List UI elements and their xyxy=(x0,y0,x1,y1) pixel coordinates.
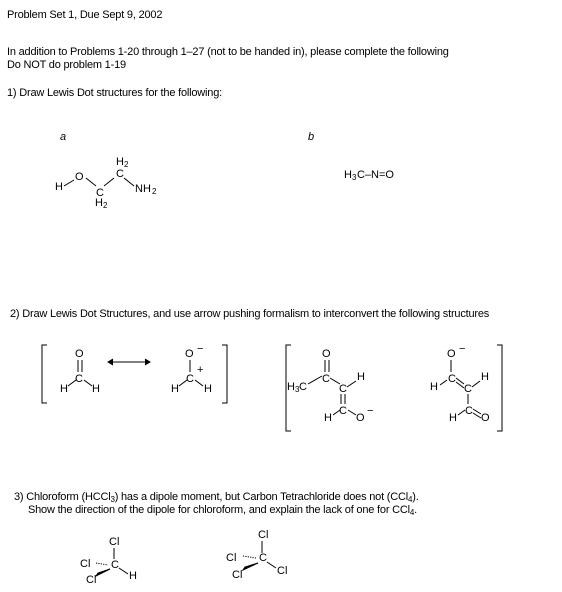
svg-text:C: C xyxy=(339,405,347,417)
page-title: Problem Set 1, Due Sept 9, 2002 xyxy=(7,9,163,21)
svg-text:O: O xyxy=(75,348,84,360)
svg-text:−: − xyxy=(367,405,374,417)
svg-text:C: C xyxy=(116,168,124,180)
svg-text:C–N=O: C–N=O xyxy=(357,169,394,181)
svg-text:H: H xyxy=(481,371,489,383)
svg-text:H: H xyxy=(344,169,352,181)
svg-text:C: C xyxy=(465,405,473,417)
svg-text:3: 3 xyxy=(295,385,300,394)
svg-text:C: C xyxy=(448,373,456,385)
svg-text:C: C xyxy=(339,383,347,395)
structure-formaldehyde-resonance xyxy=(171,343,212,395)
svg-text:H: H xyxy=(60,383,68,395)
svg-text:2: 2 xyxy=(124,160,129,169)
structure-chloroform xyxy=(80,536,137,586)
svg-text:Cl: Cl xyxy=(226,552,237,564)
svg-text:+: + xyxy=(197,364,204,376)
svg-text:Cl: Cl xyxy=(109,536,120,548)
svg-text:H: H xyxy=(357,371,365,383)
svg-text:C: C xyxy=(75,373,83,385)
svg-text:H: H xyxy=(92,383,100,395)
svg-text:H: H xyxy=(324,412,332,424)
structure-enolate-resonance xyxy=(430,343,490,424)
svg-text:C: C xyxy=(186,373,194,385)
structure-nitrosomethane xyxy=(344,169,394,182)
svg-text:C: C xyxy=(464,383,472,395)
svg-text:H: H xyxy=(204,383,212,395)
svg-text:2: 2 xyxy=(103,201,108,210)
resonance-arrow xyxy=(108,359,150,365)
question-3-line-2: Show the direction of the dipole for chloroform, and explain the lack of one for CCl$_4$. xyxy=(28,504,417,517)
question-3-line-1: 3) Chloroform (HCCl$_3$) has a dipole moment, but Carbon Tetrachloride does not (CCl$_4$). xyxy=(14,491,419,504)
svg-text:O: O xyxy=(185,348,194,360)
svg-text:C: C xyxy=(299,381,307,393)
svg-text:Cl: Cl xyxy=(258,529,269,541)
svg-text:H: H xyxy=(116,156,124,168)
svg-text:C: C xyxy=(259,552,267,564)
svg-text:−: − xyxy=(459,343,466,355)
svg-text:C: C xyxy=(322,373,330,385)
svg-text:NH: NH xyxy=(135,183,151,195)
svg-text:H: H xyxy=(449,412,457,424)
label-a: a xyxy=(60,131,66,143)
svg-text:H: H xyxy=(171,383,179,395)
svg-text:Cl: Cl xyxy=(80,558,91,570)
svg-text:−: − xyxy=(197,343,204,355)
intro-line-1: In addition to Problems 1-20 through 1–27 (not to be handed in), please complete the following xyxy=(7,46,449,58)
intro-line-2: Do NOT do problem 1-19 xyxy=(7,59,126,71)
label-b: b xyxy=(308,131,314,143)
svg-text:H: H xyxy=(55,181,63,193)
svg-text:H: H xyxy=(287,381,295,393)
svg-text:H: H xyxy=(129,570,137,582)
svg-text:C: C xyxy=(96,187,104,199)
svg-text:Cl: Cl xyxy=(232,569,243,581)
svg-text:3: 3 xyxy=(352,173,357,182)
structure-enolate xyxy=(287,348,373,424)
svg-text:O: O xyxy=(356,412,365,424)
svg-text:Cl: Cl xyxy=(86,574,97,586)
structure-formaldehyde xyxy=(60,348,100,395)
svg-text:O: O xyxy=(447,348,456,360)
structure-carbon-tetrachloride xyxy=(226,529,287,581)
svg-text:C: C xyxy=(111,559,119,571)
svg-text:O: O xyxy=(75,171,84,183)
svg-text:O: O xyxy=(322,348,331,360)
svg-text:2: 2 xyxy=(152,187,157,196)
question-2-prompt: 2) Draw Lewis Dot Structures, and use arrow pushing formalism to interconvert the following structures xyxy=(10,308,490,320)
question-1-prompt: 1) Draw Lewis Dot structures for the following: xyxy=(7,87,222,99)
svg-text:Cl: Cl xyxy=(277,565,288,577)
svg-text:H: H xyxy=(430,381,438,393)
structure-aminoethanol xyxy=(55,156,157,210)
svg-text:O: O xyxy=(481,412,490,424)
svg-text:H: H xyxy=(95,197,103,209)
